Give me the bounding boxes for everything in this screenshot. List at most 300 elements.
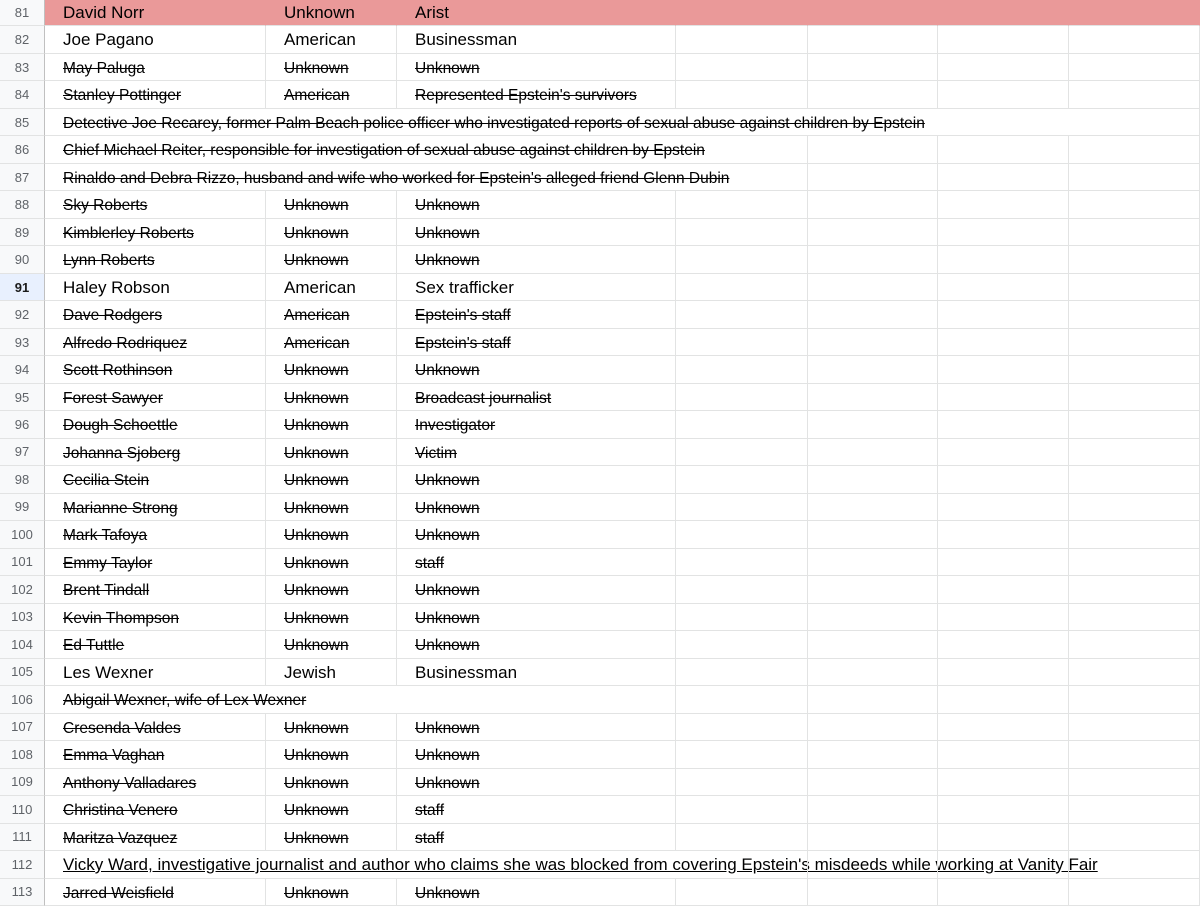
- empty-cell[interactable]: [808, 411, 938, 438]
- nationality-cell[interactable]: [266, 246, 397, 273]
- empty-cell[interactable]: [938, 521, 1069, 548]
- row-header[interactable]: 90: [0, 246, 45, 273]
- nationality-cell[interactable]: [266, 714, 397, 741]
- name-cell-text: Jarred Weisfield: [63, 884, 174, 902]
- nationality-cell[interactable]: [266, 576, 397, 603]
- nationality-cell[interactable]: [266, 26, 397, 53]
- name-cell-text: Dough Schoettle: [63, 417, 178, 435]
- empty-cell[interactable]: [676, 769, 808, 796]
- nationality-cell[interactable]: [266, 384, 397, 411]
- empty-cell[interactable]: [938, 136, 1069, 163]
- nationality-cell[interactable]: [266, 824, 397, 851]
- name-cell[interactable]: [45, 741, 266, 768]
- nationality-cell[interactable]: [266, 81, 397, 108]
- role-cell[interactable]: [397, 714, 676, 741]
- table-row: [0, 219, 1200, 246]
- empty-cell[interactable]: [938, 549, 1069, 576]
- empty-cell[interactable]: [676, 81, 808, 108]
- empty-cell[interactable]: [676, 741, 808, 768]
- role-cell[interactable]: [397, 274, 676, 301]
- name-cell-text: Christina Venero: [63, 802, 178, 820]
- empty-cell[interactable]: [938, 494, 1069, 521]
- role-cell-text: Investigator: [415, 417, 496, 435]
- name-cell-text: Marianne Strong: [63, 499, 178, 517]
- empty-cell[interactable]: [676, 26, 808, 53]
- table-row: [0, 631, 1200, 658]
- empty-cell[interactable]: [938, 0, 1069, 26]
- empty-cell[interactable]: [676, 604, 808, 631]
- empty-cell[interactable]: [808, 356, 938, 383]
- role-cell-text: Unknown: [415, 527, 480, 545]
- role-cell[interactable]: [397, 439, 676, 466]
- name-cell-text: Maritza Vazquez: [63, 829, 178, 847]
- role-cell[interactable]: [397, 329, 676, 356]
- role-cell[interactable]: [397, 0, 676, 26]
- role-cell-text: Unknown: [415, 884, 480, 902]
- empty-cell[interactable]: [808, 384, 938, 411]
- role-cell[interactable]: [397, 411, 676, 438]
- empty-cell[interactable]: [808, 301, 938, 328]
- empty-cell[interactable]: [1069, 301, 1200, 328]
- row-header[interactable]: 101: [0, 549, 45, 576]
- empty-cell[interactable]: [676, 356, 808, 383]
- empty-cell[interactable]: [1069, 604, 1200, 631]
- row-header[interactable]: 98: [0, 466, 45, 493]
- row-header[interactable]: 95: [0, 384, 45, 411]
- empty-cell[interactable]: [808, 0, 938, 26]
- empty-cell[interactable]: [808, 824, 938, 851]
- empty-cell[interactable]: [938, 576, 1069, 603]
- row-header[interactable]: 96: [0, 411, 45, 438]
- role-cell[interactable]: [397, 356, 676, 383]
- row-header[interactable]: 89: [0, 219, 45, 246]
- empty-cell[interactable]: [1069, 26, 1200, 53]
- empty-cell[interactable]: [676, 191, 808, 218]
- empty-cell[interactable]: [676, 631, 808, 658]
- empty-cell[interactable]: [938, 246, 1069, 273]
- nationality-cell-text: Unknown: [284, 59, 349, 77]
- row-header[interactable]: 110: [0, 796, 45, 823]
- empty-cell[interactable]: [938, 301, 1069, 328]
- row-header[interactable]: 86: [0, 136, 45, 163]
- name-cell[interactable]: [45, 851, 1098, 878]
- row-header[interactable]: 92: [0, 301, 45, 328]
- empty-cell[interactable]: [1069, 879, 1200, 906]
- nationality-cell-text: Unknown: [284, 554, 349, 572]
- name-cell[interactable]: [45, 384, 266, 411]
- empty-cell[interactable]: [808, 741, 938, 768]
- name-cell[interactable]: [45, 686, 307, 713]
- name-cell-text: Scott Rothinson: [63, 362, 173, 380]
- name-cell-text: Joe Pagano: [63, 30, 154, 50]
- empty-cell[interactable]: [1069, 0, 1200, 26]
- empty-cell[interactable]: [938, 384, 1069, 411]
- nationality-cell[interactable]: [266, 411, 397, 438]
- empty-cell[interactable]: [938, 659, 1069, 686]
- empty-cell[interactable]: [1069, 219, 1200, 246]
- table-row: [0, 494, 1200, 521]
- role-cell-text: Epstein's staff: [415, 334, 511, 352]
- empty-cell[interactable]: [1069, 714, 1200, 741]
- role-cell[interactable]: [397, 164, 676, 191]
- name-cell[interactable]: [45, 301, 266, 328]
- empty-cell[interactable]: [676, 796, 808, 823]
- name-cell-text: Kimblerley Roberts: [63, 224, 194, 242]
- name-cell[interactable]: [45, 631, 266, 658]
- empty-cell[interactable]: [1069, 851, 1200, 878]
- empty-cell[interactable]: [938, 411, 1069, 438]
- table-row: [0, 274, 1200, 301]
- role-cell[interactable]: [397, 191, 676, 218]
- name-cell[interactable]: [45, 274, 266, 301]
- empty-cell[interactable]: [938, 274, 1069, 301]
- name-cell[interactable]: [45, 824, 266, 851]
- empty-cell[interactable]: [676, 549, 808, 576]
- row-header[interactable]: 94: [0, 356, 45, 383]
- table-row: [0, 26, 1200, 53]
- empty-cell[interactable]: [938, 769, 1069, 796]
- role-cell[interactable]: [397, 824, 676, 851]
- empty-cell[interactable]: [938, 54, 1069, 81]
- empty-cell[interactable]: [808, 576, 938, 603]
- nationality-cell[interactable]: [266, 879, 397, 906]
- name-cell[interactable]: [45, 439, 266, 466]
- empty-cell[interactable]: [808, 851, 938, 878]
- empty-cell[interactable]: [1069, 54, 1200, 81]
- role-cell[interactable]: [397, 494, 676, 521]
- role-cell[interactable]: [397, 604, 676, 631]
- empty-cell[interactable]: [808, 494, 938, 521]
- empty-cell[interactable]: [808, 769, 938, 796]
- empty-cell[interactable]: [1069, 796, 1200, 823]
- empty-cell[interactable]: [1069, 384, 1200, 411]
- empty-cell[interactable]: [676, 329, 808, 356]
- empty-cell[interactable]: [808, 81, 938, 108]
- empty-cell[interactable]: [938, 356, 1069, 383]
- name-cell-text: Brent Tindall: [63, 582, 150, 600]
- empty-cell[interactable]: [676, 109, 808, 136]
- empty-cell[interactable]: [808, 136, 938, 163]
- name-cell[interactable]: [45, 714, 266, 741]
- empty-cell[interactable]: [1069, 824, 1200, 851]
- name-cell[interactable]: [45, 796, 266, 823]
- name-cell[interactable]: [45, 521, 266, 548]
- name-cell[interactable]: [45, 136, 705, 163]
- nationality-cell[interactable]: [266, 329, 397, 356]
- empty-cell[interactable]: [676, 714, 808, 741]
- empty-cell[interactable]: [1069, 576, 1200, 603]
- row-header[interactable]: 91: [0, 274, 45, 301]
- empty-cell[interactable]: [1069, 769, 1200, 796]
- name-cell[interactable]: [45, 164, 730, 191]
- name-cell[interactable]: [45, 659, 266, 686]
- name-cell[interactable]: [45, 329, 266, 356]
- nationality-cell[interactable]: [266, 631, 397, 658]
- empty-cell[interactable]: [938, 824, 1069, 851]
- name-cell[interactable]: [45, 769, 266, 796]
- role-cell[interactable]: [397, 246, 676, 273]
- empty-cell[interactable]: [938, 686, 1069, 713]
- empty-cell[interactable]: [938, 466, 1069, 493]
- role-cell[interactable]: [397, 301, 676, 328]
- nationality-cell[interactable]: [266, 521, 397, 548]
- empty-cell[interactable]: [938, 714, 1069, 741]
- role-cell[interactable]: [397, 54, 676, 81]
- empty-cell[interactable]: [1069, 109, 1200, 136]
- empty-cell[interactable]: [808, 714, 938, 741]
- role-cell[interactable]: [397, 851, 676, 878]
- empty-cell[interactable]: [1069, 191, 1200, 218]
- name-cell[interactable]: [45, 54, 266, 81]
- row-header[interactable]: 112: [0, 851, 45, 878]
- empty-cell[interactable]: [1069, 246, 1200, 273]
- empty-cell[interactable]: [938, 164, 1069, 191]
- table-row: [0, 439, 1200, 466]
- empty-cell[interactable]: [1069, 274, 1200, 301]
- empty-cell[interactable]: [938, 329, 1069, 356]
- row-header[interactable]: 104: [0, 631, 45, 658]
- name-cell[interactable]: [45, 494, 266, 521]
- empty-cell[interactable]: [676, 439, 808, 466]
- empty-cell[interactable]: [1069, 136, 1200, 163]
- empty-cell[interactable]: [808, 329, 938, 356]
- nationality-cell[interactable]: [266, 466, 397, 493]
- empty-cell[interactable]: [808, 521, 938, 548]
- empty-cell[interactable]: [808, 219, 938, 246]
- empty-cell[interactable]: [808, 191, 938, 218]
- empty-cell[interactable]: [676, 659, 808, 686]
- nationality-cell-text: American: [284, 87, 350, 105]
- empty-cell[interactable]: [676, 54, 808, 81]
- nationality-cell[interactable]: [266, 274, 397, 301]
- empty-cell[interactable]: [938, 879, 1069, 906]
- empty-cell[interactable]: [1069, 466, 1200, 493]
- role-cell[interactable]: [397, 81, 676, 108]
- nationality-cell[interactable]: [266, 136, 397, 163]
- empty-cell[interactable]: [808, 164, 938, 191]
- row-header[interactable]: 100: [0, 521, 45, 548]
- nationality-cell[interactable]: [266, 219, 397, 246]
- empty-cell[interactable]: [676, 686, 808, 713]
- name-cell[interactable]: [45, 466, 266, 493]
- role-cell[interactable]: [397, 26, 676, 53]
- row-header[interactable]: 88: [0, 191, 45, 218]
- role-cell[interactable]: [397, 109, 676, 136]
- empty-cell[interactable]: [938, 439, 1069, 466]
- nationality-cell[interactable]: [266, 54, 397, 81]
- row-header[interactable]: 87: [0, 164, 45, 191]
- empty-cell[interactable]: [808, 686, 938, 713]
- empty-cell[interactable]: [1069, 631, 1200, 658]
- table-row: [0, 109, 1200, 136]
- name-cell[interactable]: [45, 219, 266, 246]
- empty-cell[interactable]: [1069, 411, 1200, 438]
- empty-cell[interactable]: [808, 659, 938, 686]
- name-cell[interactable]: [45, 576, 266, 603]
- row-header[interactable]: 82: [0, 26, 45, 53]
- role-cell[interactable]: [397, 466, 676, 493]
- empty-cell[interactable]: [808, 274, 938, 301]
- role-cell[interactable]: [397, 796, 676, 823]
- empty-cell[interactable]: [808, 109, 938, 136]
- nationality-cell[interactable]: [266, 164, 397, 191]
- row-header[interactable]: 105: [0, 659, 45, 686]
- empty-cell[interactable]: [1069, 494, 1200, 521]
- empty-cell[interactable]: [938, 191, 1069, 218]
- empty-cell[interactable]: [808, 879, 938, 906]
- empty-cell[interactable]: [676, 494, 808, 521]
- empty-cell[interactable]: [1069, 741, 1200, 768]
- empty-cell[interactable]: [1069, 439, 1200, 466]
- role-cell[interactable]: [397, 549, 676, 576]
- role-cell[interactable]: [397, 384, 676, 411]
- empty-cell[interactable]: [676, 576, 808, 603]
- row-header[interactable]: 99: [0, 494, 45, 521]
- role-cell[interactable]: [397, 136, 676, 163]
- empty-cell[interactable]: [938, 851, 1069, 878]
- empty-cell[interactable]: [1069, 549, 1200, 576]
- empty-cell[interactable]: [676, 301, 808, 328]
- nationality-cell[interactable]: [266, 356, 397, 383]
- row-header[interactable]: 83: [0, 54, 45, 81]
- name-cell[interactable]: [45, 604, 266, 631]
- empty-cell[interactable]: [808, 26, 938, 53]
- name-cell[interactable]: [45, 0, 266, 26]
- row-header[interactable]: 111: [0, 824, 45, 851]
- empty-cell[interactable]: [808, 604, 938, 631]
- nationality-cell-text: Unknown: [284, 609, 349, 627]
- table-row: [0, 879, 1200, 906]
- row-header[interactable]: 84: [0, 81, 45, 108]
- empty-cell[interactable]: [676, 879, 808, 906]
- row-header[interactable]: 81: [0, 0, 45, 26]
- table-row: [0, 686, 1200, 713]
- empty-cell[interactable]: [808, 631, 938, 658]
- nationality-cell[interactable]: [266, 439, 397, 466]
- empty-cell[interactable]: [808, 466, 938, 493]
- name-cell[interactable]: [45, 356, 266, 383]
- role-cell-text: Unknown: [415, 472, 480, 490]
- empty-cell[interactable]: [676, 521, 808, 548]
- empty-cell[interactable]: [938, 604, 1069, 631]
- role-cell[interactable]: [397, 659, 676, 686]
- nationality-cell[interactable]: [266, 851, 397, 878]
- role-cell[interactable]: [397, 769, 676, 796]
- name-cell[interactable]: [45, 26, 266, 53]
- role-cell[interactable]: [397, 521, 676, 548]
- empty-cell[interactable]: [808, 439, 938, 466]
- role-cell[interactable]: [397, 879, 676, 906]
- empty-cell[interactable]: [938, 81, 1069, 108]
- name-cell[interactable]: [45, 549, 266, 576]
- empty-cell[interactable]: [676, 246, 808, 273]
- name-cell-text: Detective Joe Recarey, former Palm Beach police officer who investigated reports of sexual abuse against children by Epstein: [63, 114, 925, 132]
- row-header[interactable]: 93: [0, 329, 45, 356]
- nationality-cell[interactable]: [266, 659, 397, 686]
- role-cell[interactable]: [397, 741, 676, 768]
- empty-cell[interactable]: [938, 741, 1069, 768]
- empty-cell[interactable]: [808, 549, 938, 576]
- empty-cell[interactable]: [808, 246, 938, 273]
- empty-cell[interactable]: [1069, 521, 1200, 548]
- row-header[interactable]: 103: [0, 604, 45, 631]
- role-cell[interactable]: [397, 686, 676, 713]
- empty-cell[interactable]: [676, 824, 808, 851]
- name-cell[interactable]: [45, 81, 266, 108]
- nationality-cell[interactable]: [266, 741, 397, 768]
- row-header[interactable]: 102: [0, 576, 45, 603]
- name-cell[interactable]: [45, 109, 925, 136]
- empty-cell[interactable]: [1069, 686, 1200, 713]
- empty-cell[interactable]: [676, 0, 808, 26]
- role-cell[interactable]: [397, 219, 676, 246]
- empty-cell[interactable]: [938, 631, 1069, 658]
- nationality-cell[interactable]: [266, 796, 397, 823]
- row-header[interactable]: 109: [0, 769, 45, 796]
- nationality-cell[interactable]: [266, 0, 397, 26]
- empty-cell[interactable]: [938, 26, 1069, 53]
- empty-cell[interactable]: [1069, 356, 1200, 383]
- nationality-cell[interactable]: [266, 686, 397, 713]
- empty-cell[interactable]: [1069, 659, 1200, 686]
- empty-cell[interactable]: [676, 411, 808, 438]
- empty-cell[interactable]: [676, 466, 808, 493]
- table-row: [0, 191, 1200, 218]
- empty-cell[interactable]: [938, 796, 1069, 823]
- role-cell-text: Broadcast journalist: [415, 389, 552, 407]
- row-header[interactable]: 85: [0, 109, 45, 136]
- table-row: [0, 54, 1200, 81]
- empty-cell[interactable]: [676, 851, 808, 878]
- empty-cell[interactable]: [938, 109, 1069, 136]
- nationality-cell-text: Unknown: [284, 719, 349, 737]
- row-header[interactable]: 97: [0, 439, 45, 466]
- row-header[interactable]: 106: [0, 686, 45, 713]
- empty-cell[interactable]: [676, 384, 808, 411]
- nationality-cell[interactable]: [266, 549, 397, 576]
- row-header[interactable]: 113: [0, 879, 45, 906]
- nationality-cell-text: Unknown: [284, 3, 355, 22]
- empty-cell[interactable]: [676, 219, 808, 246]
- row-header[interactable]: 107: [0, 714, 45, 741]
- name-cell[interactable]: [45, 879, 266, 906]
- table-row: [0, 81, 1200, 108]
- empty-cell[interactable]: [808, 796, 938, 823]
- row-header[interactable]: 108: [0, 741, 45, 768]
- role-cell[interactable]: [397, 576, 676, 603]
- empty-cell[interactable]: [676, 274, 808, 301]
- name-cell[interactable]: [45, 246, 266, 273]
- nationality-cell[interactable]: [266, 494, 397, 521]
- empty-cell[interactable]: [808, 54, 938, 81]
- name-cell[interactable]: [45, 411, 266, 438]
- empty-cell[interactable]: [676, 164, 808, 191]
- name-cell-text: Cresenda Valdes: [63, 719, 181, 737]
- nationality-cell[interactable]: [266, 769, 397, 796]
- nationality-cell[interactable]: [266, 109, 397, 136]
- empty-cell[interactable]: [676, 136, 808, 163]
- nationality-cell[interactable]: [266, 604, 397, 631]
- nationality-cell[interactable]: [266, 191, 397, 218]
- name-cell[interactable]: [45, 191, 266, 218]
- empty-cell[interactable]: [1069, 329, 1200, 356]
- empty-cell[interactable]: [1069, 81, 1200, 108]
- nationality-cell[interactable]: [266, 301, 397, 328]
- empty-cell[interactable]: [938, 219, 1069, 246]
- empty-cell[interactable]: [1069, 164, 1200, 191]
- role-cell-text: Represented Epstein's survivors: [415, 87, 637, 105]
- role-cell[interactable]: [397, 631, 676, 658]
